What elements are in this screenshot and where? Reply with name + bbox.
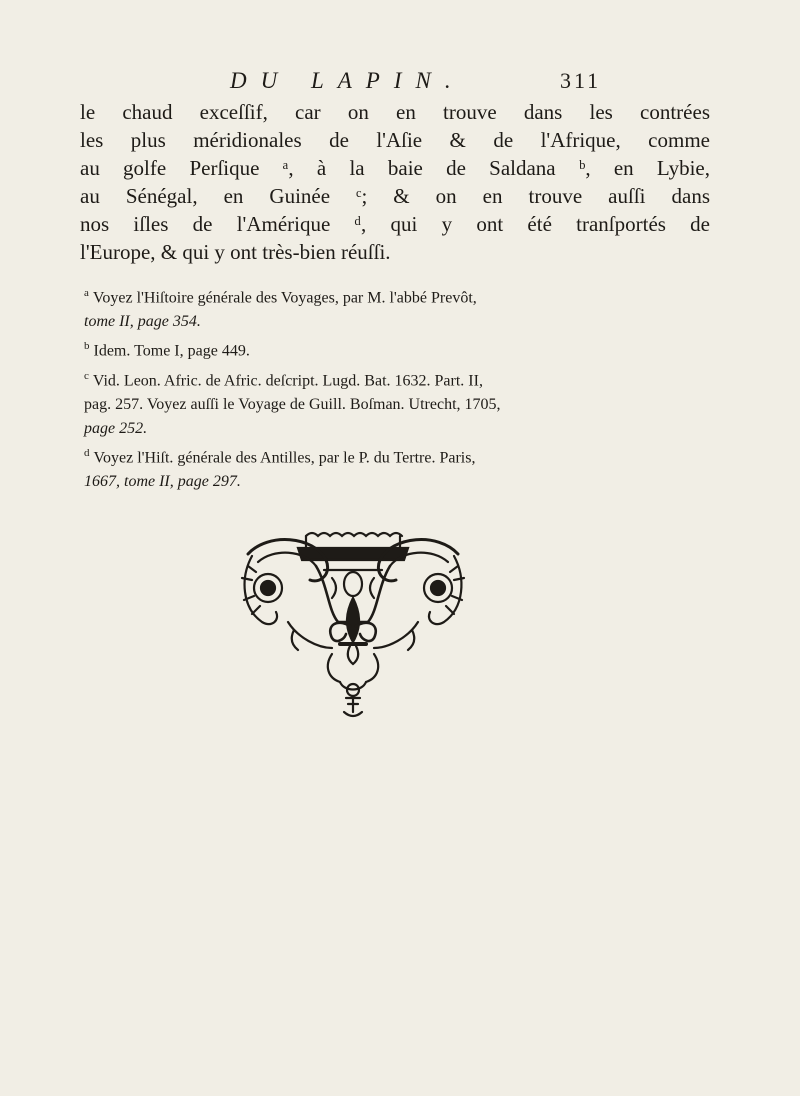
footnote-text: Vid. Leon. Afric. de Afric. deſcript. Lugd. Bat. 1632. Part. II, — [92, 371, 483, 389]
body-line: nos iſles de l'Amérique ᵈ, qui y ont été tranſportés de — [80, 212, 710, 236]
footnote-text: Idem. Tome I, page 449. — [93, 342, 250, 360]
running-title: DU LAPIN. — [230, 68, 465, 93]
body-line: au golfe Perſique ᵃ, à la baie de Saldana ᵇ, en Lybie, — [80, 156, 710, 180]
body-line: les plus méridionales de l'Aſie & de l'Afrique, comme — [80, 128, 710, 152]
footnote-b — [84, 334, 704, 363]
footnote-c — [84, 364, 704, 441]
footnotes — [84, 281, 704, 494]
footnote-text-continued: page 252. — [84, 419, 148, 437]
body-line: au Sénégal, en Guinée ᶜ; & on en trouve auſſi dans — [80, 184, 710, 208]
footnote-marker: d — [84, 446, 90, 459]
footnote-text: Voyez l'Hiſt. générale des Antilles, par le P. du Tertre. Paris, — [93, 449, 476, 467]
main-paragraph — [80, 98, 710, 266]
footnote-text-continued: 1667, tome II, page 297. — [84, 473, 241, 491]
body-line: l'Europe, & qui y ont très-bien réuſſi. — [80, 240, 391, 264]
baroque-fleur-de-lis-ornament-icon — [228, 526, 478, 726]
page-number: 311 — [560, 68, 602, 93]
footnote-marker: b — [84, 340, 90, 353]
footnote-text-continued: pag. 257. Voyez auſſi le Voyage de Guill. Boſman. Utrecht, 1705, — [84, 395, 501, 413]
footnote-marker: a — [84, 287, 89, 299]
footnote-a — [84, 281, 704, 334]
footnote-marker: c — [84, 369, 89, 382]
body-line: le chaud exceſſif, car on en trouve dans les contrées — [80, 100, 710, 124]
footnote-text-continued: tome II, page 354. — [84, 313, 201, 331]
footnote-text: Voyez l'Hiſtoire générale des Voyages, par M. l'abbé Prevôt, — [92, 289, 477, 307]
footnote-d — [84, 441, 704, 494]
